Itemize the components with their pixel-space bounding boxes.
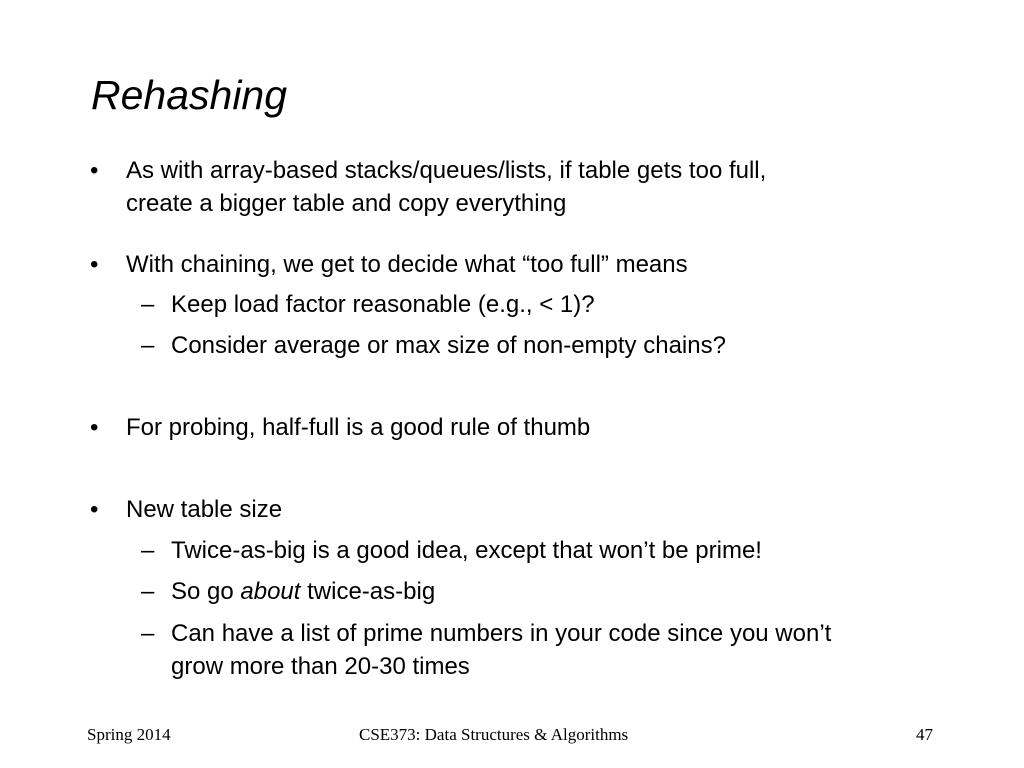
bullet-text: With chaining, we get to decide what “too full” means bbox=[126, 251, 688, 278]
bullet-marker: • bbox=[90, 414, 99, 441]
bullet-marker: • bbox=[90, 251, 99, 278]
sub-bullet-text-line: Can have a list of prime numbers in your code since you won’t bbox=[171, 620, 832, 647]
sub-bullet-item bbox=[141, 288, 595, 321]
bullet-text: For probing, half-full is a good rule of thumb bbox=[126, 414, 591, 441]
dash-marker: – bbox=[141, 578, 155, 605]
dash-marker: – bbox=[141, 291, 155, 318]
dash-marker: – bbox=[141, 620, 155, 647]
footer-center: CSE373: Data Structures & Algorithms bbox=[359, 725, 629, 744]
sub-bullet-text: Consider average or max size of non-empty chains? bbox=[171, 332, 726, 359]
bullet-text-line: create a bigger table and copy everything bbox=[126, 190, 567, 217]
emphasis-text: about bbox=[240, 578, 301, 605]
sub-bullet-text: Keep load factor reasonable (e.g., < 1)? bbox=[171, 291, 595, 318]
bullet-item bbox=[90, 493, 283, 526]
bullet-marker: • bbox=[90, 157, 99, 184]
sub-bullet-text-suffix: twice-as-big bbox=[300, 578, 436, 605]
sub-bullet-text: Twice-as-big is a good idea, except that won’t be prime! bbox=[171, 537, 762, 564]
bullet-marker: • bbox=[90, 496, 99, 523]
bullet-text-line: As with array-based stacks/queues/lists, if table gets too full, bbox=[126, 157, 767, 184]
sub-bullet-item bbox=[141, 575, 436, 608]
sub-bullet-item bbox=[141, 617, 832, 683]
sub-bullet-item bbox=[141, 534, 762, 567]
footer-left: Spring 2014 bbox=[87, 725, 171, 744]
dash-marker: – bbox=[141, 537, 155, 564]
bullet-text: New table size bbox=[126, 496, 283, 523]
sub-bullet-text bbox=[171, 575, 435, 608]
sub-bullet-item bbox=[141, 329, 726, 362]
bullet-item bbox=[90, 154, 767, 220]
dash-marker: – bbox=[141, 332, 155, 359]
bullet-item bbox=[90, 411, 591, 444]
slide-title: Rehashing bbox=[91, 72, 288, 118]
page-number: 47 bbox=[916, 725, 933, 744]
sub-bullet-text-line: grow more than 20-30 times bbox=[171, 653, 470, 680]
sub-bullet-text-prefix: So go bbox=[171, 578, 241, 605]
bullet-item bbox=[90, 248, 688, 281]
